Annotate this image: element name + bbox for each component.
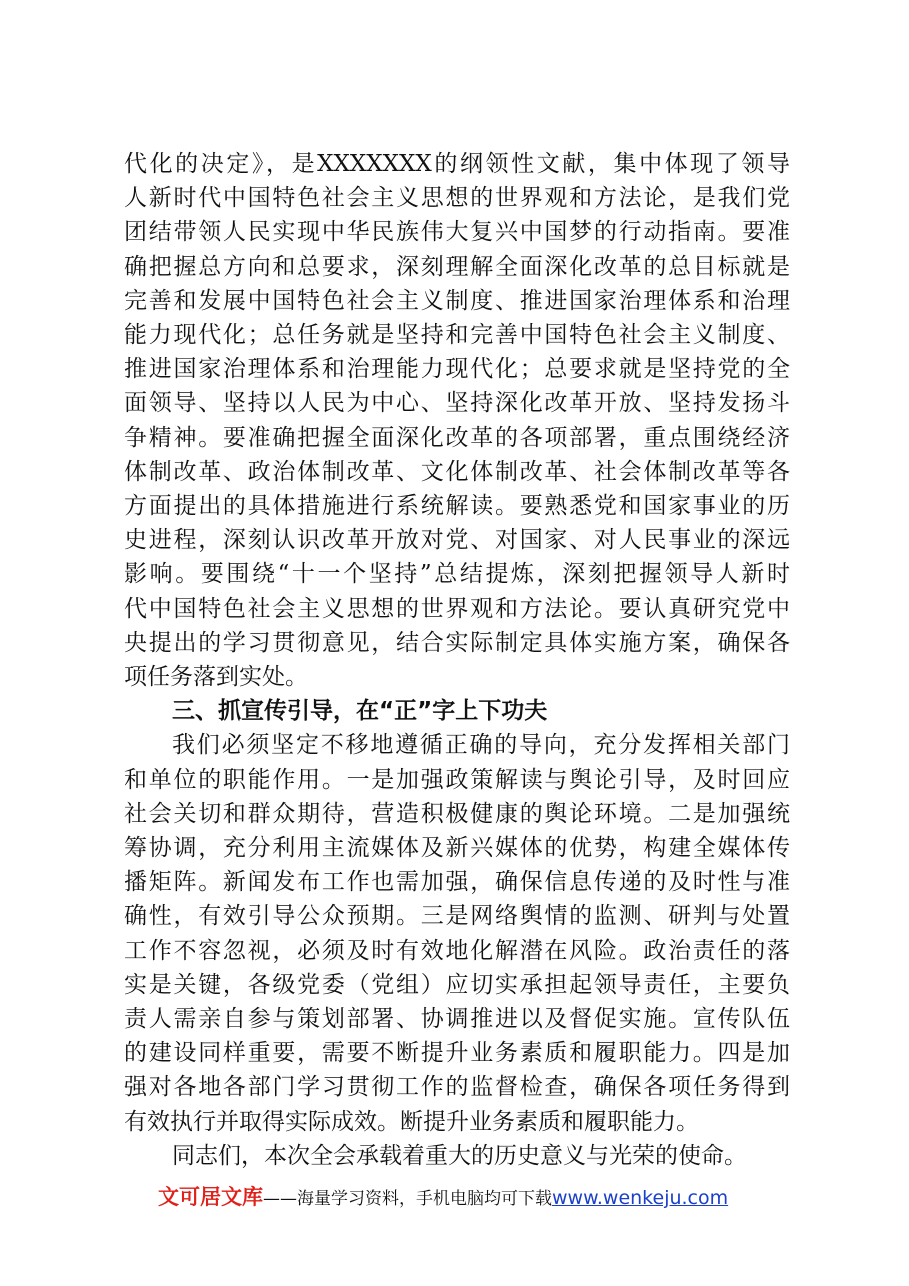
body-line: 推进国家治理体系和治理能力现代化；总要求就是坚持党的全: [124, 356, 790, 383]
section-line: 社会关切和群众期待，营造积极健康的舆论环境。二是加强统: [124, 800, 790, 827]
body-line: 代中国特色社会主义思想的世界观和方法论。要认真研究党中: [124, 595, 790, 622]
closing-paragraph: 同志们，本次全会承载着重大的历史意义与光荣的使命。: [172, 1142, 747, 1169]
footer-banner: [158, 1180, 728, 1214]
body-line: 史进程，深刻认识改革开放对党、对国家、对人民事业的深远: [124, 527, 790, 554]
body-line: 项任务落到实处。: [124, 664, 308, 690]
body-line: 能力现代化；总任务就是坚持和完善中国特色社会主义制度、: [124, 322, 790, 348]
body-line: 体制改革、政治体制改革、文化体制改革、社会体制改革等各: [124, 458, 790, 485]
body-line: 央提出的学习贯彻意见，结合实际制定具体实施方案，确保各: [124, 629, 790, 656]
footer-link[interactable]: www.wenkeju.com: [552, 1187, 729, 1209]
section-line: 筹协调，充分利用主流媒体及新兴媒体的优势，构建全媒体传: [124, 835, 790, 861]
section-line: 实是关键，各级党委（党组）应切实承担起领导责任，主要负: [124, 971, 790, 998]
body-line: 面领导、坚持以人民为中心、坚持深化改革开放、坚持发扬斗: [124, 390, 790, 417]
section-line: 确性，有效引导公众预期。三是网络舆情的监测、研判与处置: [124, 903, 790, 930]
body-line: 方面提出的具体措施进行系统解读。要熟悉党和国家事业的历: [124, 493, 790, 519]
section-line: 工作不容忽视，必须及时有效地化解潜在风险。政治责任的落: [124, 937, 790, 964]
section-line: 有效执行并取得实际成效。断提升业务素质和履职能力。: [124, 1108, 699, 1135]
section-line: 责人需亲自参与策划部署、协调推进以及督促实施。宣传队伍: [124, 1006, 790, 1032]
body-line: 确把握总方向和总要求，深刻理解全面深化改革的总目标就是: [124, 253, 790, 280]
body-line: 争精神。要准确把握全面深化改革的各项部署，重点围绕经济: [124, 424, 790, 451]
body-line: 团结带领人民实现中华民族伟大复兴中国梦的行动指南。要准: [124, 219, 790, 246]
section-line: 和单位的职能作用。一是加强政策解读与舆论引导，及时回应: [124, 766, 790, 793]
section-line: 播矩阵。新闻发布工作也需加强，确保信息传递的及时性与准: [124, 869, 790, 896]
body-line: 完善和发展中国特色社会主义制度、推进国家治理体系和治理: [124, 287, 790, 314]
footer-tagline: ——海量学习资料，手机电脑均可下载: [263, 1189, 552, 1209]
footer-brand: 文可居文库: [158, 1185, 263, 1209]
body-line: 影响。要围绕“十一个坚持”总结提炼，深刻把握领导人新时: [124, 561, 790, 588]
section-line: 的建设同样重要，需要不断提升业务素质和履职能力。四是加: [124, 1040, 790, 1067]
section-heading: 三、抓宣传引导，在“正”字上下功夫: [172, 698, 548, 725]
section-line: 强对各地各部门学习贯彻工作的监督检查，确保各项任务得到: [124, 1074, 790, 1101]
section-line: 我们必须坚定不移地遵循正确的导向，充分发挥相关部门: [172, 732, 790, 759]
body-line: 代化的决定》，是XXXXXXX的纲领性文献，集中体现了领导: [124, 151, 790, 177]
body-line: 人新时代中国特色社会主义思想的世界观和方法论，是我们党: [124, 185, 790, 212]
